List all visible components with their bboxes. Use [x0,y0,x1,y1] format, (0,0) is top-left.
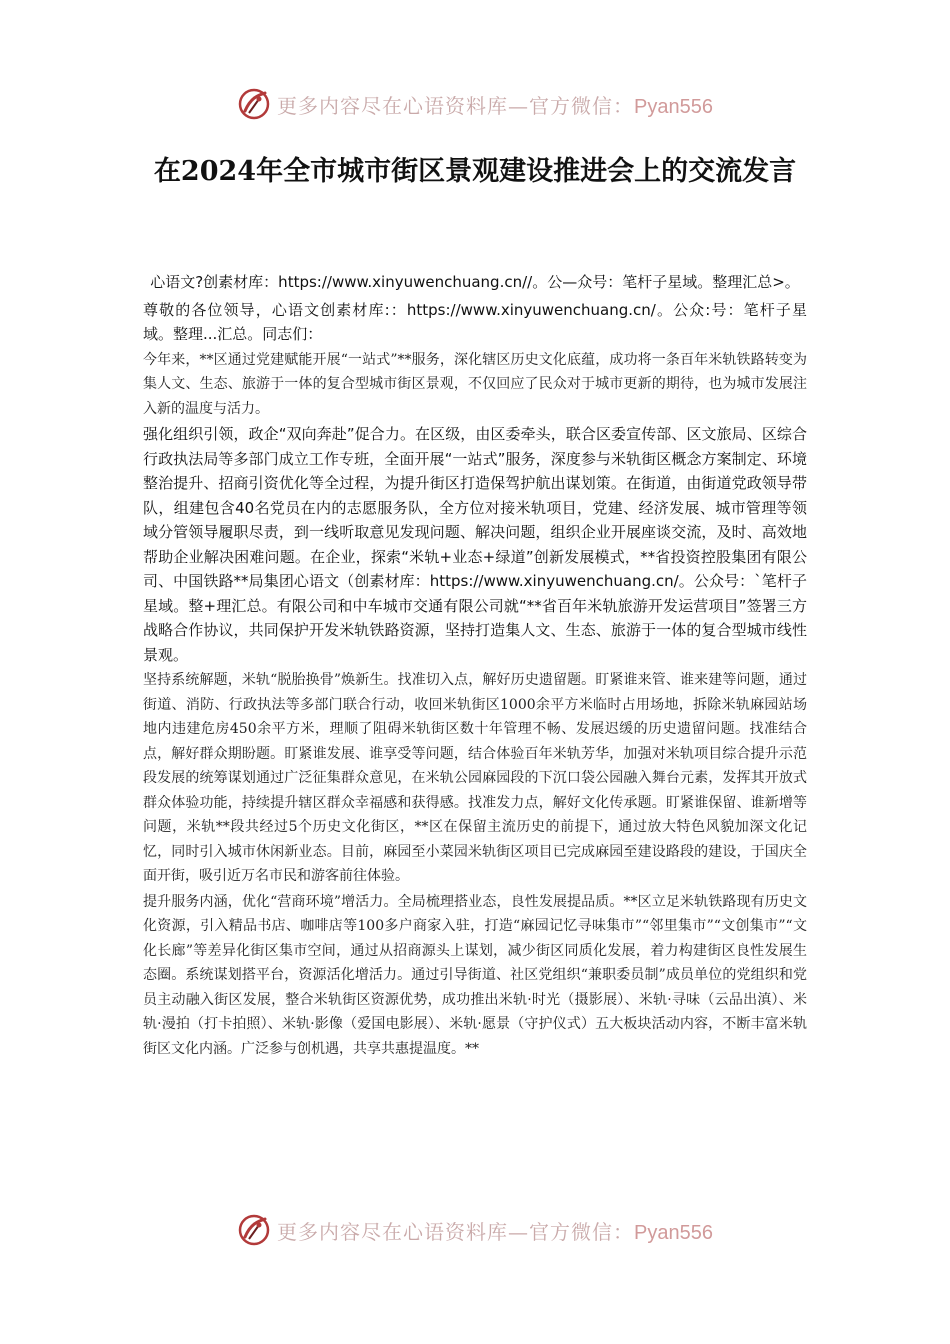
xinyu-logo-icon [237,1213,271,1247]
footer-banner [0,1210,950,1250]
source-line: 心语文?创素材库：https://www.xinyuwenchuang.cn//。公—众号：笔杆子星域。整理汇总>。 [150,273,800,291]
paragraph-organization: 强化组织引领，政企“双向奔赴”促合力。在区级，由区委牵头，联合区委宣传部、区文旅局、区综合行政执法局等多部门成立工作专班，全面开展“一站式”服务，深度参与米轨街区概念方案制定、环境整治提升、招商引资优化等全过程，为提升街区打造保驾护航出谋划策。在街道，由街道党政领导带队，组建包含40名党员在内的志愿服务队，全方位对接米轨项目，党建、经济发展、城市管理等领域分管领导履职尽责，到一线听取意见发现问题、解决问题，组织企业开展座谈交流，及时、高效地帮助企业解决困难问题。在企业，探索“米轨+业态+绿道”创新发展模式，**省投资控股集团有限公司、中国铁路**局集团心语文（创素材库：https://www.xinyuwenchuang.cn/。公众号：`笔杆子星域。整+理汇总。有限公司和中车城市交通有限公司就“**省百年米轨旅游开发运营项目”签署三方战略合作协议，共同保护开发米轨铁路资源，坚持打造集人文、生态、旅游于一体的复合型城市线性景观。 [143,425,807,664]
xinyu-logo-icon [237,87,271,121]
salutation: 尊敬的各位领导，心语文创素材库:：https://www.xinyuwenchuang.cn/。公众:号：笔杆子星域。整理...汇总。同志们： [143,300,807,343]
wechat-id: Pyan556 [634,1221,713,1244]
document-body [143,270,807,1062]
paragraph-service: 提升服务内涵，优化“营商环境”增活力。全局梳理搭业态，良性发展提品质。**区立足米轨铁路现有历史文化资源，引入精品书店、咖啡店等100多户商家入驻，打造“麻园记忆寻味集市”“邻里集市”“文创集市”“文化长廊”等差异化街区集市空间，通过从招商源头上谋划，减少街区同质化发展，着力构建街区良性发展生态圈。系统谋划搭平台，资源活化增活力。通过引导街道、社区党组织“兼职委员制”成员单位的党组织和党员主动融入街区发展，整合米轨街区资源优势，成功推出米轨·时光（摄影展）、米轨·寻味（云品出滇）、米轨·漫拍（打卡拍照）、米轨·影像（爱国电影展）、米轨·愿景（守护仪式）五大板块活动内容，不断丰富米轨街区文化内涵。广泛参与创机遇，共享共惠提温度。** [143,893,807,1057]
banner-text: 更多内容尽在心语资料库—官方微信：Pyan556 [277,1219,713,1244]
banner-text: 更多内容尽在心语资料库—官方微信：Pyan556 [277,93,713,118]
document-title: 在2024年全市城市街区景观建设推进会上的交流发言 [153,156,797,187]
wechat-id: Pyan556 [634,95,713,118]
paragraph-system: 坚持系统解题，米轨“脱胎换骨”焕新生。找准切入点，解好历史遗留题。盯紧谁来管、谁来建等问题，通过街道、消防、行政执法等多部门联合行动，收回米轨街区1000余平方米临时占用场地，拆除米轨麻园站场地内违建危房450余平方米，理顺了阻碍米轨街区数十年管理不畅、发展迟缓的历史遗留问题。找准结合点，解好群众期盼题。盯紧谁发展、谁享受等问题，结合体验百年米轨芳华，加强对米轨项目综合提升示范段发展的统筹谋划通过广泛征集群众意见，在米轨公园麻园段的下沉口袋公园融入舞台元素，发挥其开放式群众体验功能，持续提升辖区群众幸福感和获得感。找准发力点，解好文化传承题。盯紧谁保留、谁新增等问题，米轨**段共经过5个历史文化街区，**区在保留主流历史的前提下，通过放大特色风貌加深文化记忆，同时引入城市休闲新业态。目前，麻园至小菜园米轨街区项目已完成麻园至建设路段的建设，于国庆全面开街，吸引近万名市民和游客前往体验。 [143,672,807,884]
header-banner [0,84,950,124]
paragraph-intro: 今年来，**区通过党建赋能开展“一站式”**服务，深化辖区历史文化底蕴，成功将一条百年米轨铁路转变为集人文、生态、旅游于一体的复合型城市街区景观，不仅回应了民众对于城市更新的期待，也为城市发展注入新的温度与活力。 [143,351,807,417]
